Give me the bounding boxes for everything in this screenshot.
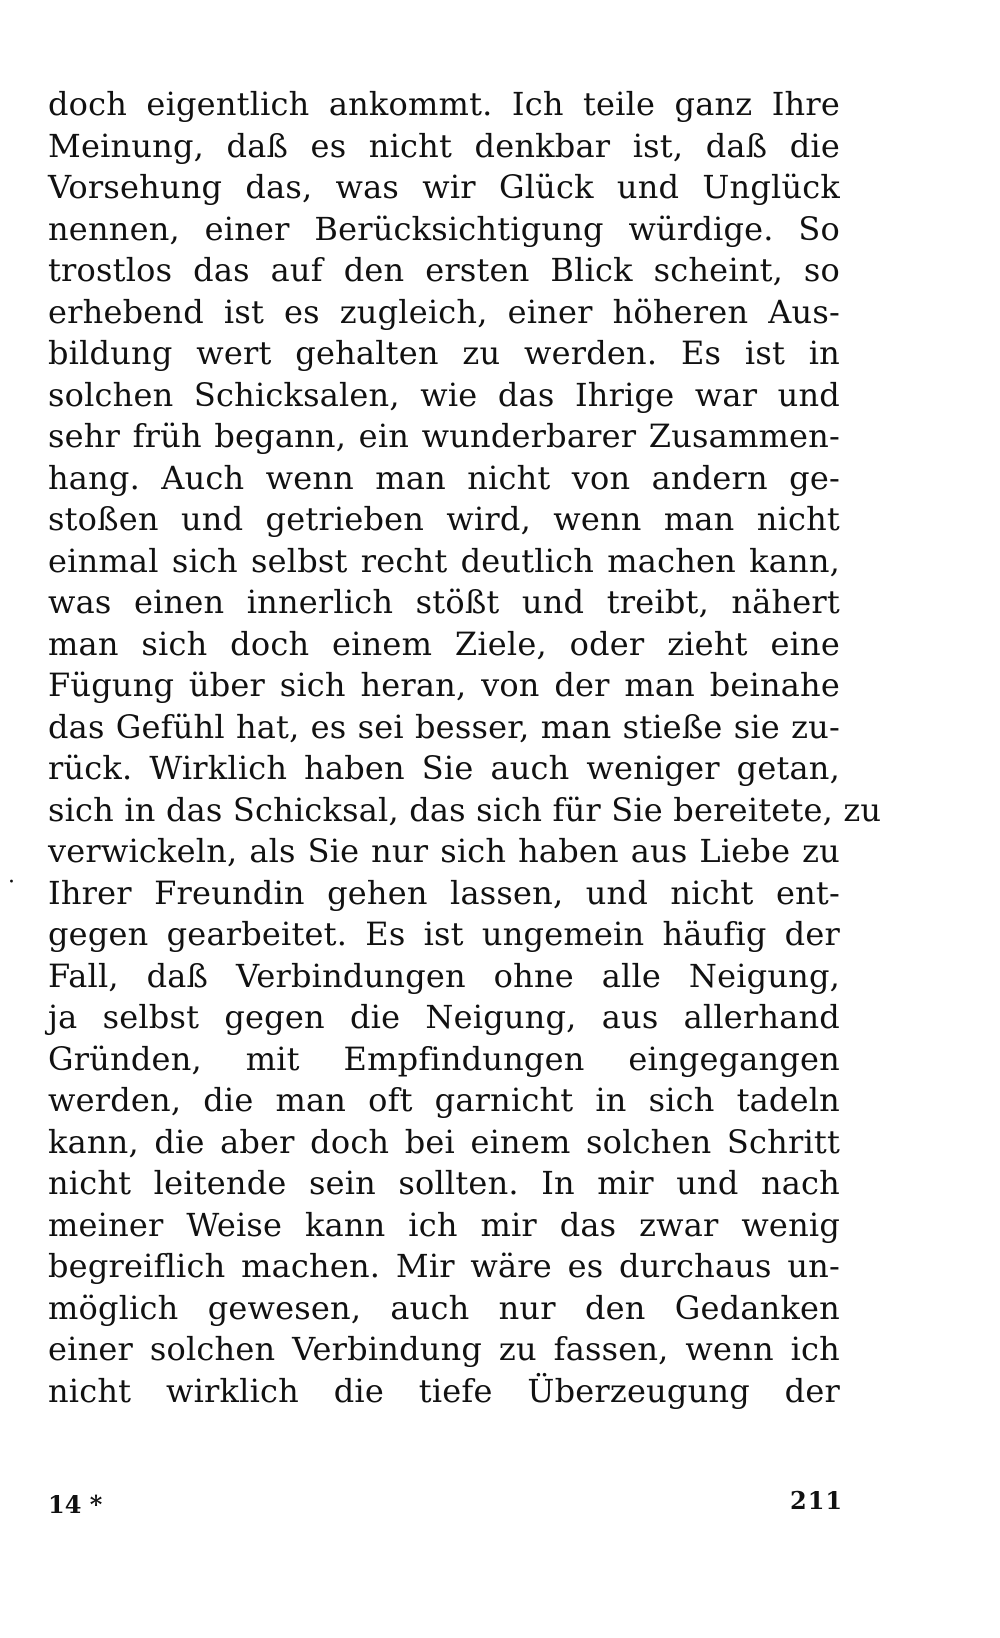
body-text [48, 84, 882, 1412]
text-line: solchen Schicksalen, wie das Ihrige war und [48, 375, 840, 414]
page-number: 211 [790, 1486, 844, 1515]
text-line: sich in das Schicksal, das sich für Sie bereitete, zu [48, 790, 882, 829]
text-line: stoßen und getrieben wird, wenn man nicht [48, 500, 840, 538]
text-line: verwickeln, als Sie nur sich haben aus Liebe zu [48, 832, 840, 870]
text-line: meiner Weise kann ich mir das zwar wenig [48, 1205, 840, 1244]
text-line: kann, die aber doch bei einem solchen Schritt [48, 1122, 840, 1161]
text-line: nicht leitende sein sollten. In mir und nach [48, 1164, 840, 1202]
text-line: rück. Wirklich haben Sie auch weniger getan, [48, 749, 840, 787]
text-line: werden, die man oft garnicht in sich tadeln [48, 1081, 840, 1119]
text-line: man sich doch einem Ziele, oder zieht eine [48, 624, 840, 663]
text-line: bildung wert gehalten zu werden. Es ist in [48, 334, 840, 372]
text-line: nennen, einer Berücksichtigung würdige. So [48, 209, 840, 248]
text-line: Gründen, mit Empfindungen eingegangen [48, 1039, 840, 1078]
text-line: doch eigentlich ankommt. Ich teile ganz Ihre [48, 85, 840, 123]
text-line: das Gefühl hat, es sei besser, man stieße sie zu- [48, 707, 840, 746]
text-line: einmal sich selbst recht deutlich machen kann, [48, 541, 840, 580]
text-line: Ihrer Freundin gehen lassen, und nicht ent- [48, 873, 840, 912]
text-line: nicht wirklich die tiefe Überzeugung der [48, 1371, 840, 1410]
text-line: möglich gewesen, auch nur den Gedanken [48, 1288, 840, 1327]
text-line: ja selbst gegen die Neigung, aus allerhand [48, 998, 840, 1036]
text-line: was einen innerlich stößt und treibt, nähert [48, 583, 840, 621]
text-line: Meinung, daß es nicht denkbar ist, daß die [48, 126, 840, 165]
text-line: erhebend ist es zugleich, einer höheren Aus- [48, 292, 840, 331]
text-line: Vorsehung das, was wir Glück und Unglück [48, 168, 840, 206]
text-line: Fügung über sich heran, von der man beinahe [48, 666, 840, 704]
margin-mark: · [8, 870, 15, 895]
text-line: trostlos das auf den ersten Blick scheint, so [48, 251, 840, 289]
text-line: einer solchen Verbindung zu fassen, wenn ich [48, 1330, 840, 1368]
signature-mark: 14 * [48, 1490, 103, 1519]
text-line: sehr früh begann, ein wunderbarer Zusammen- [48, 417, 840, 455]
text-line: Fall, daß Verbindungen ohne alle Neigung, [48, 956, 840, 995]
text-line: gegen gearbeitet. Es ist ungemein häufig der [48, 915, 840, 953]
text-line: hang. Auch wenn man nicht von andern ge- [48, 458, 840, 497]
text-line: begreiflich machen. Mir wäre es durchaus un- [48, 1247, 840, 1285]
